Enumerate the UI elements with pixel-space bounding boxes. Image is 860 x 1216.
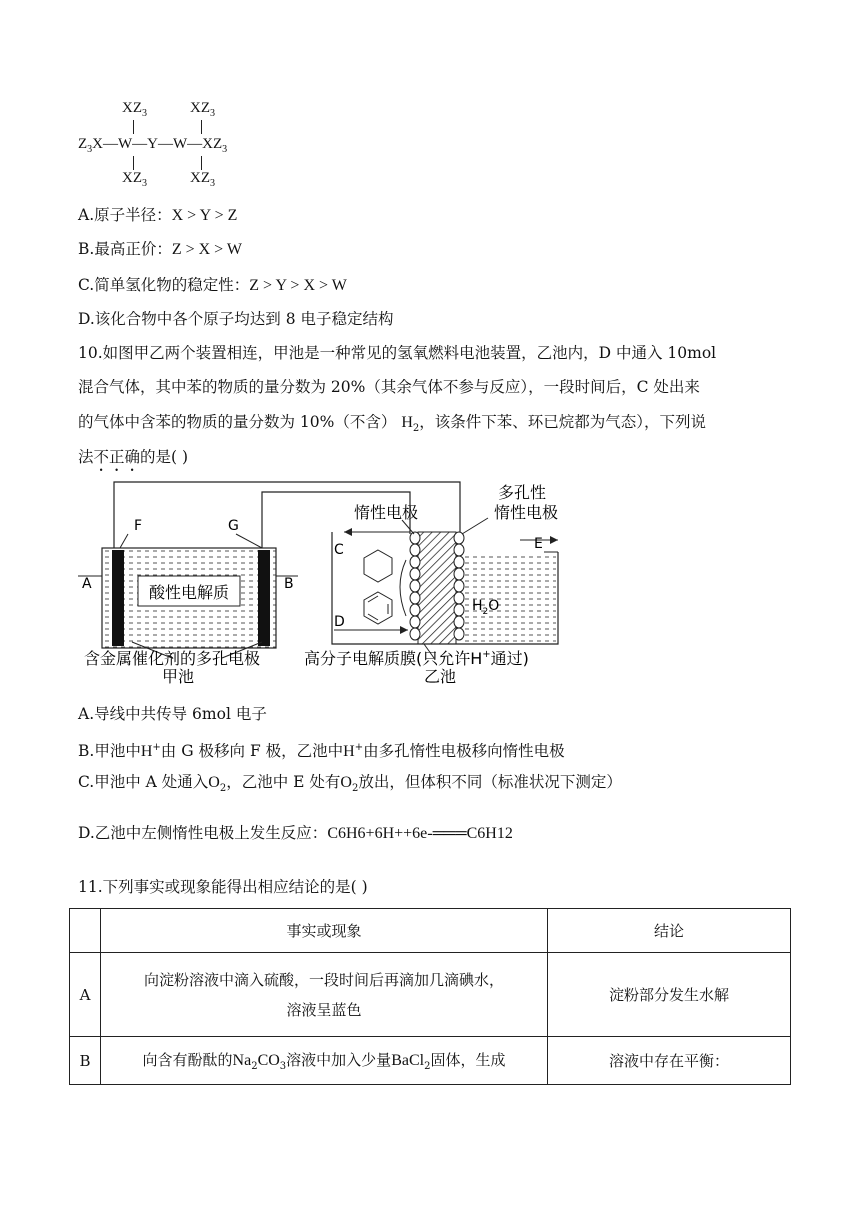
formula-top-right: $XZ_3$ xyxy=(190,100,215,119)
label-f: F xyxy=(134,518,143,534)
cell-yi-label: 乙池 xyxy=(423,667,457,686)
fact-cell: 向淀粉溶液中滴入硫酸，一段时间后再滴加几滴碘水， 溶液呈蓝色 xyxy=(101,953,548,1037)
bond-line xyxy=(133,156,134,170)
row-label: A xyxy=(70,953,101,1037)
pointer-line xyxy=(462,518,488,534)
table-header-cell xyxy=(70,909,101,953)
label-d: D xyxy=(334,614,345,630)
q9-option-d: D.该化合物中各个原子均达到 8 电子稳定结构 xyxy=(78,310,394,328)
membrane xyxy=(418,532,456,644)
cyclohexane-icon xyxy=(364,550,392,582)
q11-stem: 11.下列事实或现象能得出相应结论的是( ) xyxy=(78,878,368,896)
bond-line xyxy=(201,156,202,170)
structural-formula xyxy=(78,100,278,192)
table-row xyxy=(70,1037,791,1085)
q10-stem-line4: 法不正确的是( ) xyxy=(78,448,189,466)
q10-option-d: D.乙池中左侧惰性电极上发生反应：C6H6+6H++6e-═══C6H12 xyxy=(78,824,513,842)
q9-option-a: A.原子半径：X > Y > Z xyxy=(78,206,238,224)
cell-jia-label: 甲池 xyxy=(161,667,195,686)
formula-main-row: $Z_3X—W—Y—W—XZ_3$ xyxy=(78,136,228,155)
label-e: E xyxy=(534,536,543,552)
formula-bottom-left: $XZ_3$ xyxy=(122,170,147,189)
electrolyte-label: 酸性电解质 xyxy=(148,583,230,602)
label-b: B xyxy=(284,576,294,592)
table-header-cell: 结论 xyxy=(548,909,791,953)
table-header-row xyxy=(70,909,791,953)
porous-label-line2: 惰性电极 xyxy=(493,503,559,522)
reaction-equation: C6H6+6H++6e-═══C6H12 xyxy=(327,825,513,842)
q10-stem-line2: 混合气体，其中苯的物质的量分数为 20%（其余气体不参与反应），一段时间后，C 处出来 xyxy=(78,378,700,396)
conclusion-cell: 淀粉部分发生水解 xyxy=(548,953,791,1037)
q10-option-c: C.甲池中 A 处通入$O_2$，乙池中 E 处有$O_2$放出，但体积不同（标准状况下测定） xyxy=(78,773,622,795)
q10-stem-line1: 10.如图甲乙两个装置相连，甲池是一种常见的氢氧燃料电池装置，乙池内，D 中通入 10mol xyxy=(78,344,717,362)
fact-cell: 向含有酚酞的$Na_2CO_3$溶液中加入少量BaCl$_2$固体，生成 xyxy=(101,1037,548,1085)
bond-line xyxy=(133,120,134,134)
electrochemical-cell-diagram xyxy=(72,476,592,692)
bond-line xyxy=(201,120,202,134)
emphasized-text: 不正确 xyxy=(93,448,141,466)
electrode-f xyxy=(112,550,124,646)
table-row xyxy=(70,953,791,1037)
pointer-line xyxy=(236,534,262,548)
water-label: $H_2O$ xyxy=(472,598,500,617)
inert-electrode-label: 惰性电极 xyxy=(354,503,419,522)
pointer-line xyxy=(120,534,128,548)
conclusion-cell: 溶液中存在平衡： xyxy=(548,1037,791,1085)
q10-stem-line3: 的气体中含苯的物质的量分数为 10%（不含） $H_2$，该条件下苯、环已烷都为气态），下列说 xyxy=(78,413,707,435)
arrow-head xyxy=(400,626,408,634)
arrow-head xyxy=(550,536,558,544)
label-a: A xyxy=(82,576,92,592)
electrode-g xyxy=(258,550,270,646)
fact-conclusion-table xyxy=(69,908,791,1085)
label-c: C xyxy=(334,542,344,558)
q9-option-c: C.简单氢化物的稳定性：Z > Y > X > W xyxy=(78,276,347,294)
formula-top-left: $XZ_3$ xyxy=(122,100,147,119)
q10-option-a: A.导线中共传导 6mol 电子 xyxy=(78,705,267,723)
table-header-cell: 事实或现象 xyxy=(101,909,548,953)
q10-option-b: B.甲池中H+由 G 极移向 F 极，乙池中H+由多孔惰性电极移向惰性电极 xyxy=(78,742,565,761)
label-g: G xyxy=(228,518,239,534)
arrow-head xyxy=(344,528,352,536)
formula-bottom-right: $XZ_3$ xyxy=(190,170,215,189)
porous-label-line1: 多孔性 xyxy=(497,483,547,502)
reaction-arrow xyxy=(400,560,406,616)
row-label: B xyxy=(70,1037,101,1085)
q9-option-b: B.最高正价：Z > X > W xyxy=(78,240,243,258)
electrode-caption: 含金属催化剂的多孔电极 xyxy=(83,649,261,668)
membrane-caption: 高分子电解质膜(只允许H+通过) xyxy=(304,649,529,668)
